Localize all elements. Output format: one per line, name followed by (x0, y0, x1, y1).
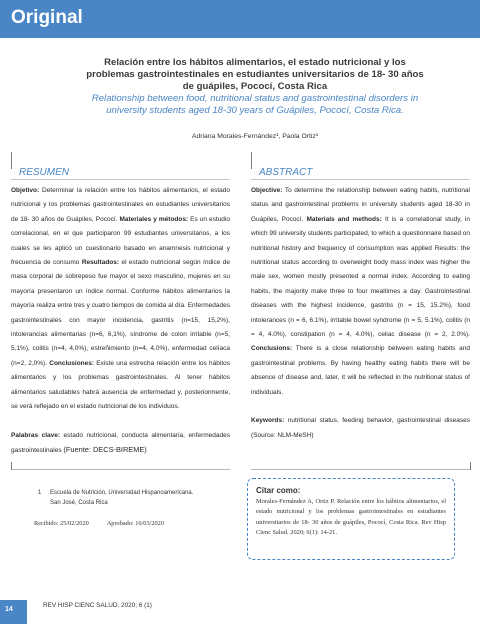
objective-label: Objective: (251, 187, 283, 194)
abstract-bottom-rule (251, 469, 470, 470)
abstract-body (251, 184, 470, 400)
conclusiones-label: Conclusiones: (49, 359, 95, 367)
article-dates (34, 520, 164, 527)
conclusions-text: There is a close relationship between eating habits and gastrointestinal problems. By having healthy eating habits there will be absence of disease and, later, it will be reflected in the nutritional status of individuals. (251, 345, 470, 396)
objetivo-text: Determinar la relación entre los hábitos alimentarios, el estado nutricional y los problemas gastrointestinales en estudiantes universitarios de 18- 30 años de Guápiles, Pococí. (11, 187, 230, 223)
palabras-clave-label: Palabras clave: (11, 431, 61, 439)
keywords-label: Keywords: (251, 417, 285, 425)
affiliation (38, 488, 200, 508)
citation-text: Morales-Fernández A, Ortiz P. Relación entre los hábitos alimentarios, el estado nutricional y los problemas gastrointestinales en estudiantes universitarios de 18- 30 años de guápiles, Pococí, Costa Rica. Rev Hisp Cienc Salud. 2020; 6(1): 14-21. (256, 498, 446, 537)
resumen-heading: RESUMEN (11, 167, 230, 180)
conclusiones-text: Existe una estrecha relación entre los hábitos alimentarios y los problemas gastrointestinales. Al tener hábitos alimentarios saludables habrá ausencia de enfermedad y, posteriormente, se verá reflejado en el estado nutricional de los individuos. (11, 359, 230, 411)
section-banner (0, 0, 480, 38)
affiliation-text: Escuela de Nutrición, Universidad Hispanoamericana. San José, Costa Rica (50, 490, 194, 506)
objetivo-label: Objetivo: (11, 187, 40, 194)
resumen-body (11, 184, 230, 415)
methods-text: It is a correlational study, in which 99 university students participated, to which a questionnaire based on nutritional history and frequency of consumption was applied Results: the nutritional status according to overweight body mass index was higher the male sex, women mostly presented a normal index. According to eating habits, the majority make three to four mealtimes a day. Gastrointestinal diseases with the highest incidence, gastritis (n = 15, 15.2%), food intolerances (n = 6, 6.1%), irritable bowel syndrome (n = 5, 5.1%), colitis (n = 4, 4.0%), constipation (n = 4, 4.0%), celiac disease (n = 2, 2.0%). (251, 215, 470, 339)
keywords (251, 414, 470, 443)
metodos-label: Materiales y métodos: (119, 215, 189, 223)
conclusions-label: Conclusions: (251, 345, 293, 353)
resumen-column (11, 167, 230, 459)
page-number: 14 (0, 600, 27, 624)
resumen-bottom-tick (11, 462, 12, 470)
authors-line: Adriana Morales-Fernández¹, Paola Ortiz¹ (191, 133, 319, 140)
palabras-clave (11, 429, 230, 459)
journal-reference: REV HISP CIENC SALUD. 2020; 6 (1) (43, 602, 152, 609)
abstract-bottom-tick (470, 462, 471, 470)
palabras-clave-text: estado nutricional, conducta alimentaria, enfermedades gastrointestinales (11, 431, 230, 455)
received-date: Recibido: 25/02/2020 (34, 520, 89, 527)
objective-text: To determine the relationship between eating habits, nutritional status and gastrointestinal problems in university students aged 18-30 in Guápiles, Pococí. (251, 187, 470, 223)
metodos-text: Es un estudio correlacional, en el que participaron 99 estudiantes universitarios, a los cuales se les aplicó un cuestionario basado en anamnesis nutricional y frecuencia de consumo (11, 215, 230, 267)
methods-label: Materials and methods: (306, 215, 382, 223)
title-english: Relationship between food, nutritional status and gastrointestinal disorders in university students aged 18-30 years of Guápiles, Pococí, Costa Rica. (91, 93, 419, 116)
resumen-bottom-rule (11, 469, 230, 470)
abstract-column (251, 167, 470, 443)
title-spanish: Relación entre los hábitos alimentarios, el estado nutricional y los problemas gastrointestinales en estudiantes universitarios de 18- 30 años de guápiles, Pococí, Costa Rica (86, 57, 424, 92)
keywords-text: nutritional status, feeding behavior, gastrointestinal diseases (Source: NLM-MeSH) (251, 417, 470, 439)
affiliation-number: 1 (38, 490, 42, 496)
resultados-text: el estado nutricional según índice de masa corporal de sobrepeso fue mayor el sexo masculino, mujeres en su mayoría presentaron un índice normal. Conforme hábitos alimentarios la mayoría realiza entre tres y cuatro tiempos de comida al día. Enfermedades gastrointestinales con mayor incidencia, gastritis (n=15, 15,2%), intolerancias alimentarias (n=6, 6,1%), síndrome de colon irritable (n=5, 5,1%), colitis (n=4, 4,0%), estreñimiento (n=4, 4,0%), enfermedad celíaca (n=2, 2,0%). (11, 259, 231, 367)
approved-date: Aprobado: 16/03/2020 (106, 520, 164, 527)
citation-title: Citar como: (256, 486, 301, 495)
resultados-label: Resultados: (81, 259, 120, 267)
article-type-label: Original (11, 7, 83, 28)
palabras-clave-source: (Fuente: DECS-BIREME) (63, 445, 147, 455)
citation-box (247, 478, 455, 560)
abstract-heading: ABSTRACT (251, 167, 470, 180)
